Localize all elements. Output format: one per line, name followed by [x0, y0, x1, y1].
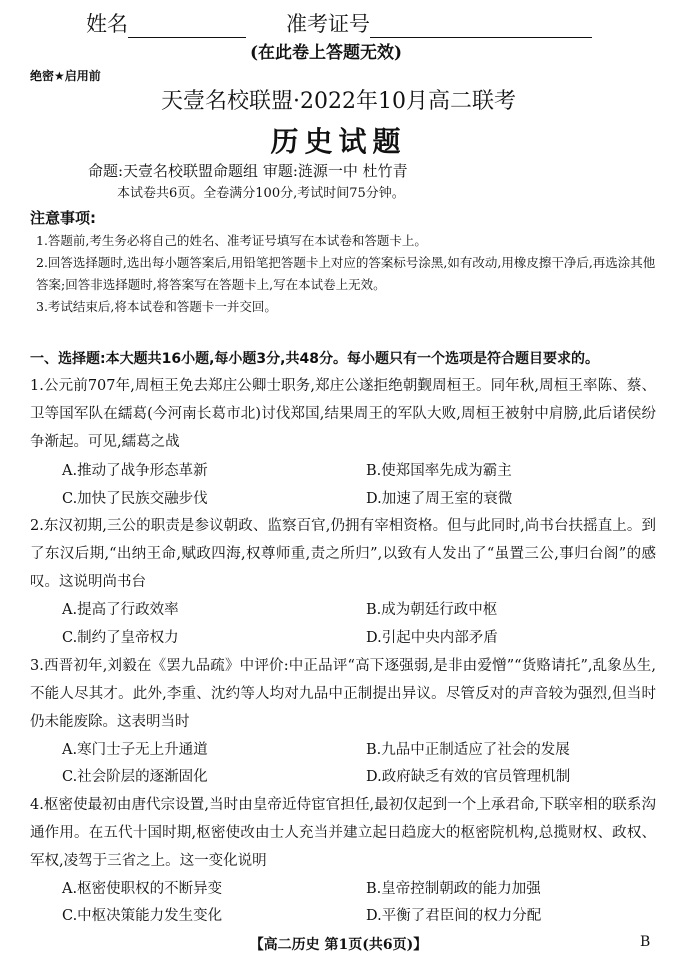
question-stem: 1.公元前707年,周桓王免去郑庄公卿士职务,郑庄公遂拒绝朝觐周桓王。同年秋,周桓王率陈、蔡、卫等国军队在繻葛(今河南长葛市北)讨伐郑国,结果周王的军队大败,周桓王被射中肩膀,此后诸侯纷争渐起。可见,繻葛之战 — [30, 378, 656, 450]
notice-heading: 注意事项: — [30, 209, 96, 227]
question-stem: 2.东汉初期,三公的职责是参议朝政、监察百官,仍拥有宰相资格。但与此同时,尚书台扶摇直上。到了东汉后期,“出纳王命,赋政四海,权尊师重,责之所归”,以致有人发出了“虽置三公,事归台阁”的感叹。这说明尚书台 — [30, 518, 656, 590]
question-stem: 4.枢密使最初由唐代宗设置,当时由皇帝近侍宦官担任,最初仅起到一个上承君命,下联宰相的联系沟通作用。在五代十国时期,枢密使改由士人充当并建立起日趋庞大的枢密院机构,总揽财权、政权、军权,凌驾于三省之上。这一变化说明 — [30, 797, 656, 869]
option-c: C.加快了民族交融步伐 — [62, 491, 208, 507]
option-c: C.社会阶层的逐渐固化 — [62, 769, 208, 785]
option-c: C.制约了皇帝权力 — [62, 630, 179, 646]
option-d: D.平衡了君臣间的权力分配 — [366, 908, 542, 924]
option-a: A.寒门士子无上升通道 — [62, 742, 208, 758]
option-a: A.枢密使职权的不断异变 — [62, 881, 223, 897]
subject-title: 历史试题 — [270, 125, 407, 158]
option-b: B.成为朝廷行政中枢 — [366, 602, 498, 618]
ticket-number-label: 准考证号 — [286, 12, 370, 36]
option-d: D.加速了周王室的衰微 — [366, 491, 513, 507]
question-setter: 命题:天壹名校联盟命题组 审题:涟源一中 杜竹青 — [88, 162, 408, 180]
option-c: C.中枢决策能力发生变化 — [62, 908, 223, 924]
exam-title: 天壹名校联盟·2022年10月高二联考 — [161, 89, 516, 114]
option-a: A.推动了战争形态革新 — [62, 463, 208, 479]
secret-label: 绝密★启用前 — [30, 69, 101, 83]
section-title: 一、选择题:本大题共16小题,每小题3分,共48分。每小题只有一个选项是符合题目要求的。 — [30, 351, 599, 367]
option-b: B.皇帝控制朝政的能力加强 — [366, 881, 541, 897]
exam-info: 本试卷共6页。全卷满分100分,考试时间75分钟。 — [117, 186, 405, 201]
option-d: D.政府缺乏有效的官员管理机制 — [366, 769, 571, 785]
page-footer: 【高二历史 第1页(共6页)】 — [249, 937, 428, 953]
option-a: A.提高了行政效率 — [62, 602, 179, 618]
notice-item: 3.考试结束后,将本试卷和答题卡一并交回。 — [36, 299, 277, 314]
option-b: B.九品中正制适应了社会的发展 — [366, 742, 570, 758]
ticket-number-blank-line — [370, 19, 592, 38]
candidate-info-row — [86, 8, 592, 38]
name-label: 姓名 — [86, 12, 128, 36]
invalid-answer-note: (在此卷上答题无效) — [250, 43, 403, 63]
option-d: D.引起中央内部矛盾 — [366, 630, 498, 646]
paper-version: B — [640, 934, 651, 950]
question-stem: 3.西晋初年,刘毅在《罢九品疏》中评价:中正品评“高下逐强弱,是非由爱憎”“货赂请托”,乱象丛生,不能人尽其才。此外,李重、沈约等人均对九品中正制提出异议。尽管反对的声音较为强烈,但当时仍未能废除。这表明当时 — [30, 658, 656, 730]
option-b: B.使郑国率先成为霸主 — [366, 463, 512, 479]
notice-item: 1.答题前,考生务必将自己的姓名、准考证号填写在本试卷和答题卡上。 — [36, 233, 427, 248]
notice-item: 2.回答选择题时,选出每小题答案后,用铅笔把答题卡上对应的答案标号涂黑,如有改动,用橡皮擦干净后,再选涂其他答案;回答非选择题时,将答案写在答题卡上,写在本试卷上无效。 — [36, 255, 656, 292]
name-blank-line — [128, 19, 246, 38]
